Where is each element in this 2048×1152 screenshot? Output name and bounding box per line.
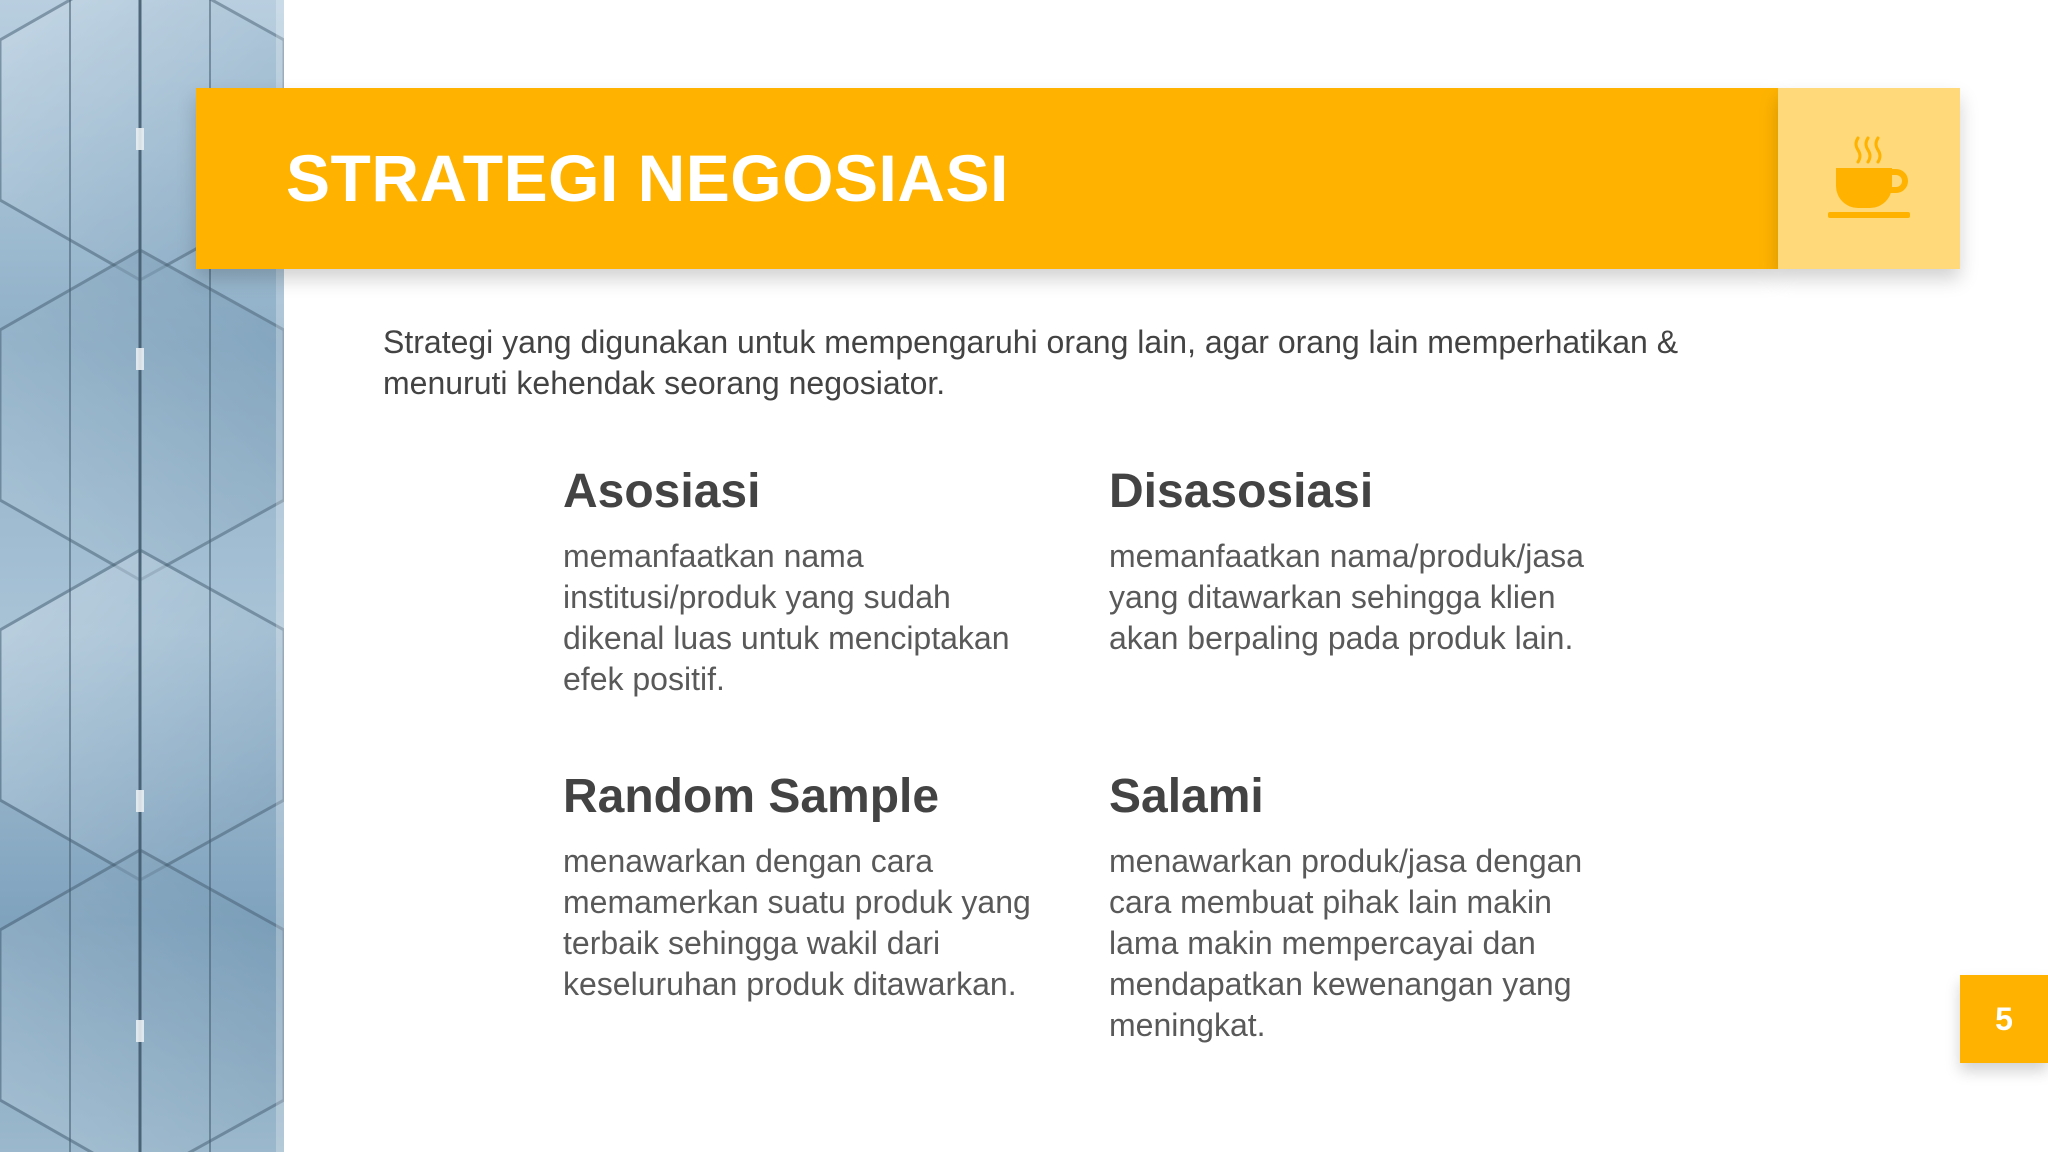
- strategy-description: memanfaatkan nama/produk/jasa yang ditawarkan sehingga klien akan berpaling pada produk lain.: [1109, 538, 1584, 656]
- page-number: 5: [1995, 1001, 2013, 1037]
- strategy-item-random-sample: [563, 769, 1043, 1005]
- slide-title: STRATEGI NEGOSIASI: [286, 141, 1009, 215]
- strategy-description: menawarkan dengan cara memamerkan suatu produk yang terbaik sehingga wakil dari keseluruhan produk ditawarkan.: [563, 843, 1031, 1002]
- icon-box: [1778, 88, 1960, 269]
- page-number-badge: [1960, 975, 2048, 1063]
- strategy-title: Disasosiasi: [1109, 465, 1374, 518]
- strategy-item-disasosiasi: [1109, 464, 1589, 659]
- intro-text: Strategi yang digunakan untuk mempengaruhi orang lain, agar orang lain memperhatikan & menuruti kehendak seorang negosiator.: [383, 324, 1679, 401]
- strategy-description: menawarkan produk/jasa dengan cara membuat pihak lain makin lama makin mempercayai dan mendapatkan kewenangan yang meningkat.: [1109, 843, 1583, 1043]
- strategy-description: memanfaatkan nama institusi/produk yang sudah dikenal luas untuk menciptakan efek positif.: [563, 538, 1010, 697]
- strategy-item-asosiasi: [563, 464, 1043, 700]
- strategy-item-salami: [1109, 769, 1589, 1046]
- strategy-title: Random Sample: [563, 770, 940, 823]
- strategy-title: Salami: [1109, 770, 1264, 823]
- strategy-title: Asosiasi: [563, 465, 761, 518]
